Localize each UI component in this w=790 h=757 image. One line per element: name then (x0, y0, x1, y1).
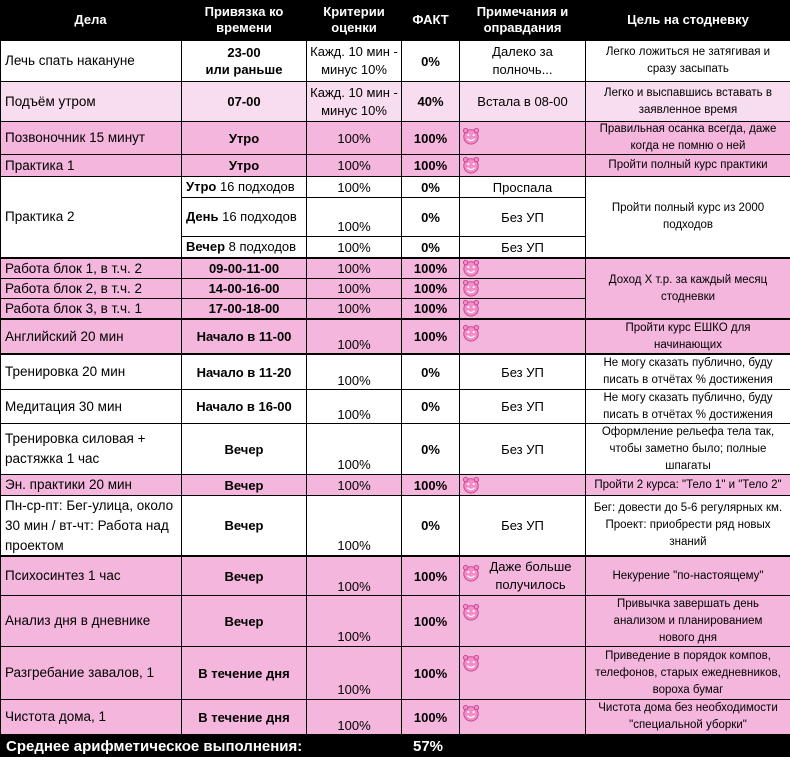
fact-cell[interactable]: 0% (402, 198, 459, 236)
note-cell[interactable]: Без УП (460, 237, 585, 257)
pig-smiley-icon (462, 299, 480, 317)
time-detail: 8 подходов (225, 239, 297, 254)
goal-line: телефонов, старых ежедневников, (595, 666, 781, 679)
task-line: проектом (5, 537, 64, 553)
time-cell[interactable] (182, 198, 306, 236)
goal-cell[interactable] (586, 355, 790, 389)
criteria-cell[interactable]: 100% (307, 424, 401, 474)
criteria-cell[interactable]: 100% (307, 647, 401, 699)
note-line: полночь... (492, 62, 553, 77)
fact-cell[interactable]: 0% (402, 496, 459, 555)
criteria-cell[interactable] (307, 82, 401, 121)
goal-line: Проект: приобрести ряд новых (605, 519, 771, 531)
average-value: 57% (413, 737, 444, 755)
criteria-cell[interactable]: 100% (307, 279, 401, 298)
fact-cell[interactable]: 100% (402, 279, 459, 298)
time-cell[interactable]: Вечер (182, 496, 306, 555)
note-cell[interactable]: Проспала (460, 177, 585, 197)
goal-line: Пройти курс ЕШКО для (625, 321, 751, 334)
task-cell[interactable]: Подъём утром (1, 82, 181, 121)
fact-cell[interactable]: 0% (402, 177, 459, 197)
fact-cell[interactable]: 100% (402, 475, 459, 495)
criteria-cell[interactable]: 100% (307, 198, 401, 236)
time-cell[interactable]: 07-00 (182, 82, 306, 121)
pig-smiley-icon (462, 127, 480, 145)
header-goal[interactable]: Цель на стодневку (586, 0, 790, 40)
task-cell[interactable]: Практика 1 (1, 155, 181, 176)
pig-smiley-icon (462, 156, 480, 174)
goal-line: писать в отчётах % достижения (603, 408, 773, 421)
task-cell[interactable]: Чистота дома, 1 (1, 700, 181, 734)
note-line: получилось (495, 577, 566, 592)
pig-smiley-icon (462, 603, 480, 621)
time-detail: 16 подходов (216, 179, 295, 194)
goal-cell[interactable] (586, 320, 790, 353)
criteria-cell[interactable]: 100% (307, 496, 401, 555)
goal-cell[interactable]: Пройти полный курс практики (586, 155, 790, 176)
goal-cell[interactable] (586, 700, 790, 734)
task-cell[interactable]: Тренировка 20 мин (1, 355, 181, 389)
goal-line: нового дня (659, 631, 717, 644)
time-label: Утро (186, 179, 217, 194)
task-cell[interactable]: Практика 2 (1, 177, 181, 257)
pig-smiley-icon (462, 564, 480, 582)
time-cell[interactable] (182, 177, 306, 197)
time-detail: 16 подходов (218, 209, 297, 224)
goal-cell[interactable] (586, 596, 790, 646)
goal-cell[interactable] (586, 177, 790, 257)
pig-smiley-icon (462, 324, 480, 342)
goal-cell[interactable] (586, 647, 790, 699)
time-cell[interactable]: В течение дня (182, 700, 306, 734)
goal-cell[interactable] (586, 390, 790, 423)
time-cell[interactable]: Начало в 16-00 (182, 390, 306, 423)
time-cell[interactable]: Вечер (182, 475, 306, 495)
time-cell[interactable]: 17-00-18-00 (182, 299, 306, 318)
header-task[interactable]: Дела (0, 0, 181, 40)
task-line: Тренировка силовая + (5, 431, 146, 446)
criteria-line: Кажд. 10 мин - (310, 84, 398, 100)
goal-line: когда не помню о ней (630, 140, 746, 152)
pig-smiley-icon (462, 704, 480, 722)
pig-smiley-icon (462, 259, 480, 277)
time-line: или раньше (205, 62, 283, 77)
task-cell[interactable]: Работа блок 2, в т.ч. 2 (1, 279, 181, 298)
criteria-cell[interactable]: 100% (307, 155, 401, 176)
goal-line: Приведение в порядок компов, (605, 649, 771, 662)
task-line: Пн-ср-пт: Бег-улица, около (5, 497, 174, 513)
fact-cell[interactable]: 0% (402, 424, 459, 474)
goal-line: анализом и планированием (613, 614, 763, 627)
goal-line: Не могу сказать публично, буду (603, 357, 773, 369)
goal-line: чтобы заметно было; полные (609, 442, 767, 455)
note-cell[interactable]: Без УП (460, 424, 585, 474)
time-cell[interactable]: 14-00-16-00 (182, 279, 306, 298)
criteria-line: минус 10% (321, 62, 387, 77)
goal-line: знаний (669, 536, 707, 548)
goal-line: Оформление рельефа тела так, (601, 425, 775, 438)
criteria-cell[interactable]: 100% (307, 390, 401, 423)
note-cell[interactable]: Без УП (460, 198, 585, 236)
task-line: растяжка 1 час (5, 451, 100, 466)
criteria-cell[interactable]: 100% (307, 475, 401, 495)
goal-line: Легко и выспавшись вставать в (604, 86, 772, 99)
goal-line: писать в отчётах % достижения (603, 374, 773, 386)
pig-smiley-icon (462, 279, 480, 297)
time-line: 23-00 (227, 45, 261, 60)
criteria-cell[interactable]: 100% (307, 237, 401, 257)
task-cell[interactable]: Позвоночник 15 минут (1, 122, 181, 154)
criteria-cell[interactable] (307, 41, 401, 81)
time-label: День (186, 209, 219, 224)
header-criteria[interactable]: Критерии оценки (307, 0, 401, 40)
time-cell[interactable]: Начало в 11-20 (182, 355, 306, 389)
task-cell[interactable]: Работа блок 1, в т.ч. 2 (1, 259, 181, 278)
goal-line: сразу засыпать (647, 63, 729, 75)
fact-cell[interactable]: 0% (402, 390, 459, 423)
note-cell[interactable]: Без УП (460, 496, 585, 555)
task-cell[interactable]: Медитация 30 мин (1, 390, 181, 423)
average-label: Среднее арифметическое выполнения: (6, 737, 303, 755)
criteria-cell[interactable]: 100% (307, 700, 401, 734)
task-cell[interactable] (1, 496, 181, 555)
goal-line: подходов (662, 219, 714, 231)
time-cell[interactable]: Вечер (182, 424, 306, 474)
note-cell[interactable]: Встала в 08-00 (460, 82, 585, 121)
pig-smiley-icon (462, 476, 480, 494)
task-cell[interactable]: Разгребание завалов, 1 (1, 647, 181, 699)
time-cell[interactable]: Вечер (182, 596, 306, 646)
goal-line: Не могу сказать публично, буду (603, 391, 773, 404)
goal-line: Чистота дома без необходимости (598, 702, 778, 714)
goal-line: Пройти полный курс из 2000 (611, 202, 765, 214)
pig-smiley-icon (462, 654, 480, 672)
header-notes[interactable]: Примечания и оправдания (460, 0, 585, 40)
criteria-line: минус 10% (321, 102, 387, 118)
task-cell[interactable]: Работа блок 3, в т.ч. 1 (1, 299, 181, 318)
fact-cell[interactable]: 40% (402, 82, 459, 121)
task-cell[interactable]: Английский 20 мин (1, 320, 181, 353)
goal-cell[interactable] (586, 496, 790, 555)
task-cell[interactable]: Лечь спать накануне (1, 41, 181, 81)
criteria-cell[interactable]: 100% (307, 259, 401, 278)
fact-cell[interactable]: 100% (402, 299, 459, 318)
fact-cell[interactable]: 100% (402, 557, 459, 595)
goal-line: начинающих (654, 338, 722, 351)
goal-line: Правильная осанка всегда, даже (599, 123, 777, 135)
goal-cell[interactable] (586, 424, 790, 474)
task-cell[interactable]: Эн. практики 20 мин (1, 475, 181, 495)
time-cell[interactable] (182, 41, 306, 81)
time-cell[interactable]: Утро (182, 155, 306, 176)
note-cell[interactable] (460, 41, 585, 81)
goal-line: Доход Х т.р. за каждый месяц (608, 273, 768, 286)
fact-cell[interactable]: 100% (402, 320, 459, 353)
goal-line: шпагаты (665, 459, 711, 472)
goal-line: вороха бумаг (652, 683, 724, 696)
time-cell[interactable]: 09-00-11-00 (182, 259, 306, 278)
fact-cell[interactable]: 0% (402, 355, 459, 389)
note-cell[interactable]: Без УП (460, 355, 585, 389)
goal-cell[interactable]: Пройти 2 курса: "Тело 1" и "Тело 2" (586, 475, 790, 495)
criteria-cell[interactable]: 100% (307, 299, 401, 318)
goal-line: Привычка завершать день (616, 597, 760, 610)
goal-line: Легко ложиться не затягивая и (605, 46, 771, 58)
criteria-cell[interactable]: 100% (307, 177, 401, 197)
fact-cell[interactable]: 100% (402, 647, 459, 699)
goal-cell[interactable]: Некурение "по-настоящему" (586, 557, 790, 595)
fact-cell[interactable]: 100% (402, 155, 459, 176)
task-cell[interactable]: Психосинтез 1 час (1, 557, 181, 595)
time-cell[interactable]: Начало в 11-00 (182, 320, 306, 353)
time-cell[interactable]: Вечер (182, 557, 306, 595)
criteria-cell[interactable]: 100% (307, 596, 401, 646)
header-time[interactable]: Привязка ко времени (182, 0, 306, 40)
goal-cell[interactable] (586, 82, 790, 121)
goal-cell[interactable] (586, 122, 790, 154)
criteria-cell[interactable]: 100% (307, 355, 401, 389)
task-cell[interactable] (1, 424, 181, 474)
fact-cell[interactable]: 100% (402, 596, 459, 646)
note-line: Даже больше (489, 559, 572, 574)
fact-cell[interactable]: 100% (402, 700, 459, 734)
criteria-cell[interactable]: 100% (307, 557, 401, 595)
criteria-line: Кажд. 10 мин - (310, 44, 398, 59)
task-cell[interactable]: Анализ дня в дневнике (1, 596, 181, 646)
time-label: Вечер (186, 239, 226, 254)
fact-cell[interactable]: 0% (402, 41, 459, 81)
goal-line: Бег: довести до 5-6 регулярных км. (593, 502, 783, 514)
goal-cell[interactable] (586, 259, 790, 318)
task-line: 30 мин / вт-чт: Работа над (5, 517, 169, 533)
header-fact[interactable]: ФАКТ (402, 0, 459, 40)
time-cell[interactable]: В течение дня (182, 647, 306, 699)
fact-cell[interactable]: 100% (402, 122, 459, 154)
time-cell[interactable]: Утро (182, 122, 306, 154)
goal-line: заявленное время (638, 103, 738, 116)
goal-line: стодневки (660, 290, 716, 303)
criteria-cell[interactable]: 100% (307, 320, 401, 353)
criteria-cell[interactable]: 100% (307, 122, 401, 154)
goal-cell[interactable] (586, 41, 790, 81)
note-line: Далеко за (492, 44, 553, 59)
time-cell[interactable] (182, 237, 306, 257)
fact-cell[interactable]: 0% (402, 237, 459, 257)
note-cell[interactable]: Без УП (460, 390, 585, 423)
goal-line: "специальной уборки" (629, 719, 747, 731)
fact-cell[interactable]: 100% (402, 259, 459, 278)
